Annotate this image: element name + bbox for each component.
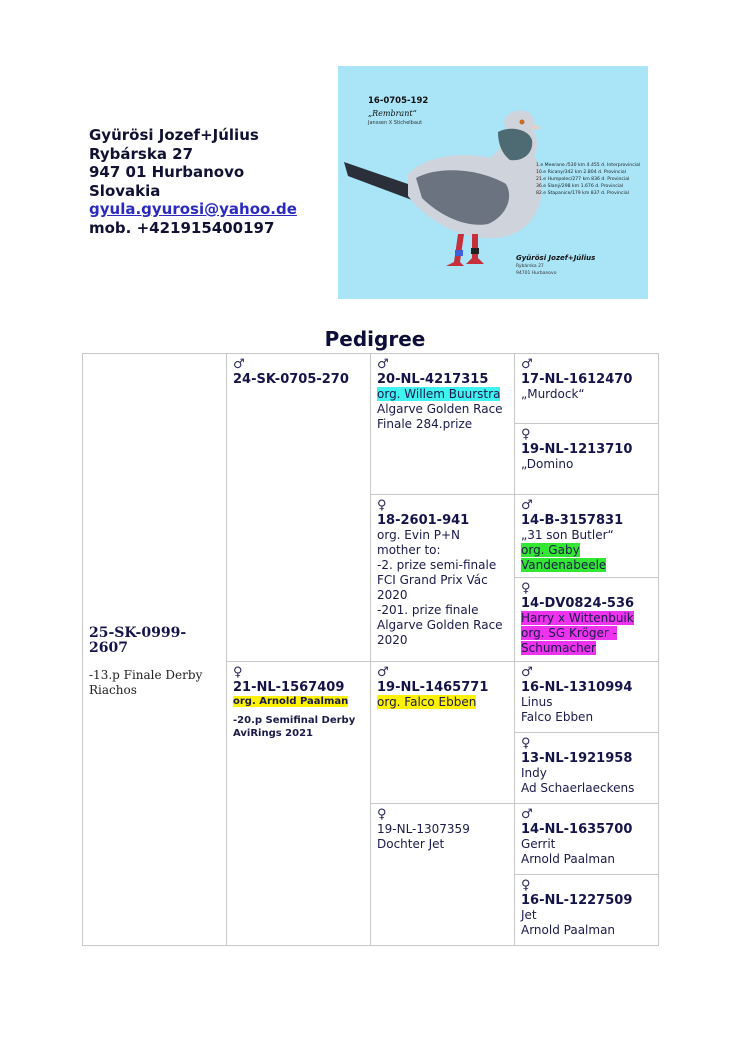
fmm-ring: 14-DV0824-536: [521, 596, 635, 611]
mm-name: Dochter Jet: [377, 837, 445, 851]
mff-name: Linus: [521, 695, 553, 709]
mff-breeder: Falco Ebben: [521, 710, 594, 724]
mmf-breeder: Arnold Paalman: [521, 852, 616, 866]
fm-line: -2. prize semi-finale FCI Grand Prix Vác 2020: [377, 558, 497, 602]
owner-mobile: mob. +421915400197: [89, 218, 275, 237]
male-icon: ♂: [521, 357, 533, 372]
photo-result: 10.e Ricany/342 km 2.804 d. Provincial: [536, 170, 626, 175]
photo-result: 82.e Stapanice/179 km 837 d. Provincial: [536, 191, 629, 196]
pigeon-ring-left: [455, 250, 463, 256]
photo-line: Janssen X Stichelbaut: [368, 120, 423, 126]
pigeon-beak: [532, 124, 542, 130]
mff-ring: 16-NL-1310994: [521, 680, 633, 695]
female-icon: ♀: [521, 581, 531, 596]
owner-email-link[interactable]: gyula.gyurosi@yahoo.de: [89, 200, 297, 218]
ff-note: Algarve Golden Race Finale 284.prize: [377, 402, 503, 431]
mfm-ring: 13-NL-1921958: [521, 751, 633, 766]
fmm-cell: [515, 578, 659, 662]
fff-name: „Murdock“: [521, 387, 585, 401]
photo-result: 21.e Humpolec/277 km 836 d. Provincial: [536, 177, 630, 182]
ff-cell: [371, 354, 515, 495]
photo-ring: 16-0705-192: [368, 96, 429, 106]
mother-note: -20.p Semifinal Derby AviRings 2021: [233, 715, 356, 739]
fmf-org: org. Gaby Vandenabeele: [521, 543, 607, 572]
pigeon-ring-right: [471, 248, 479, 254]
female-icon: ♀: [521, 878, 531, 893]
female-icon: ♀: [521, 427, 531, 442]
mf-ring: 19-NL-1465771: [377, 680, 489, 695]
subject-note: -13.p Finale Derby Riachos: [89, 668, 203, 697]
mmf-cell: [515, 804, 659, 875]
mff-cell: [515, 662, 659, 733]
fff-cell: [515, 354, 659, 424]
fmm-line: Harry x Wittenbuik: [521, 611, 634, 625]
mfm-cell: [515, 733, 659, 804]
owner-address: [89, 126, 297, 237]
mmm-ring: 16-NL-1227509: [521, 893, 633, 908]
photo-pigeon-name: „Rembrant“: [368, 109, 417, 118]
female-icon: ♀: [233, 665, 243, 680]
mfm-name: Indy: [521, 766, 547, 780]
owner-street: Rybárska 27: [89, 144, 194, 163]
mmf-name: Gerrit: [521, 837, 556, 851]
fm-line: mother to:: [377, 543, 441, 557]
fm-cell: [371, 495, 515, 662]
ffm-name: „Domino: [521, 457, 574, 471]
mother-ring: 21-NL-1567409: [233, 680, 345, 695]
male-icon: ♂: [521, 807, 533, 822]
male-icon: ♂: [233, 357, 245, 372]
fm-ring: 18-2601-941: [377, 513, 470, 528]
mmm-cell: [515, 875, 659, 946]
father-cell: [227, 354, 371, 662]
mmm-breeder: Arnold Paalman: [521, 923, 616, 937]
fmm-org: org. SG Kröger - Schumacher: [521, 626, 617, 655]
owner-name: Gyürösi Jozef+Július: [89, 126, 259, 144]
female-icon: ♀: [377, 807, 387, 822]
father-ring: 24-SK-0705-270: [233, 372, 349, 387]
pedigree-table: [82, 353, 659, 946]
fmf-ring: 14-B-3157831: [521, 513, 624, 528]
male-icon: ♂: [521, 665, 533, 680]
photo-result: 1.e Meerane /530 km 4.455 d. Interprovincial: [536, 163, 641, 168]
pigeon-photo: [338, 66, 648, 299]
pigeon-eye: [520, 120, 525, 125]
female-icon: ♀: [377, 498, 387, 513]
subject-ring: 25-SK-0999-2607: [89, 625, 187, 656]
pigeon-tail: [344, 162, 412, 200]
mf-cell: [371, 662, 515, 804]
male-icon: ♂: [377, 665, 389, 680]
subject-cell: [83, 354, 227, 946]
photo-result: 36.e Slaný/298 km 1.676 d. Provincial: [536, 184, 624, 189]
mm-cell: [371, 804, 515, 946]
page-title: Pedigree: [324, 327, 426, 351]
mmf-ring: 14-NL-1635700: [521, 822, 633, 837]
fmf-cell: [515, 495, 659, 578]
fff-ring: 17-NL-1612470: [521, 372, 633, 387]
photo-results: [536, 162, 640, 197]
owner-city: 947 01 Hurbanovo: [89, 163, 245, 181]
ffm-cell: [515, 424, 659, 495]
mmm-name: Jet: [521, 908, 537, 922]
mother-org: org. Arnold Paalman: [233, 696, 349, 707]
photo-owner-street: Rybárska 27: [516, 264, 544, 269]
mm-ring: 19-NL-1307359: [377, 822, 470, 836]
photo-owner-city: 94701 Hurbanovo: [516, 271, 557, 276]
fmf-name: „31 son Butler“: [521, 528, 614, 542]
owner-country: Slovakia: [89, 181, 161, 200]
ffm-ring: 19-NL-1213710: [521, 442, 633, 457]
ff-ring: 20-NL-4217315: [377, 372, 489, 387]
mfm-breeder: Ad Schaerlaeckens: [521, 781, 635, 795]
female-icon: ♀: [521, 736, 531, 751]
photo-owner: Gyürösi Jozef+Július: [516, 254, 596, 262]
male-icon: ♂: [377, 357, 389, 372]
ff-org: org. Willem Buurstra: [377, 387, 501, 401]
fm-line: -201. prize finale Algarve Golden Race 2020: [377, 603, 503, 647]
fm-line: org. Evin P+N: [377, 528, 461, 542]
mf-org: org. Falco Ebben: [377, 695, 477, 709]
male-icon: ♂: [521, 498, 533, 513]
mother-cell: [227, 662, 371, 946]
